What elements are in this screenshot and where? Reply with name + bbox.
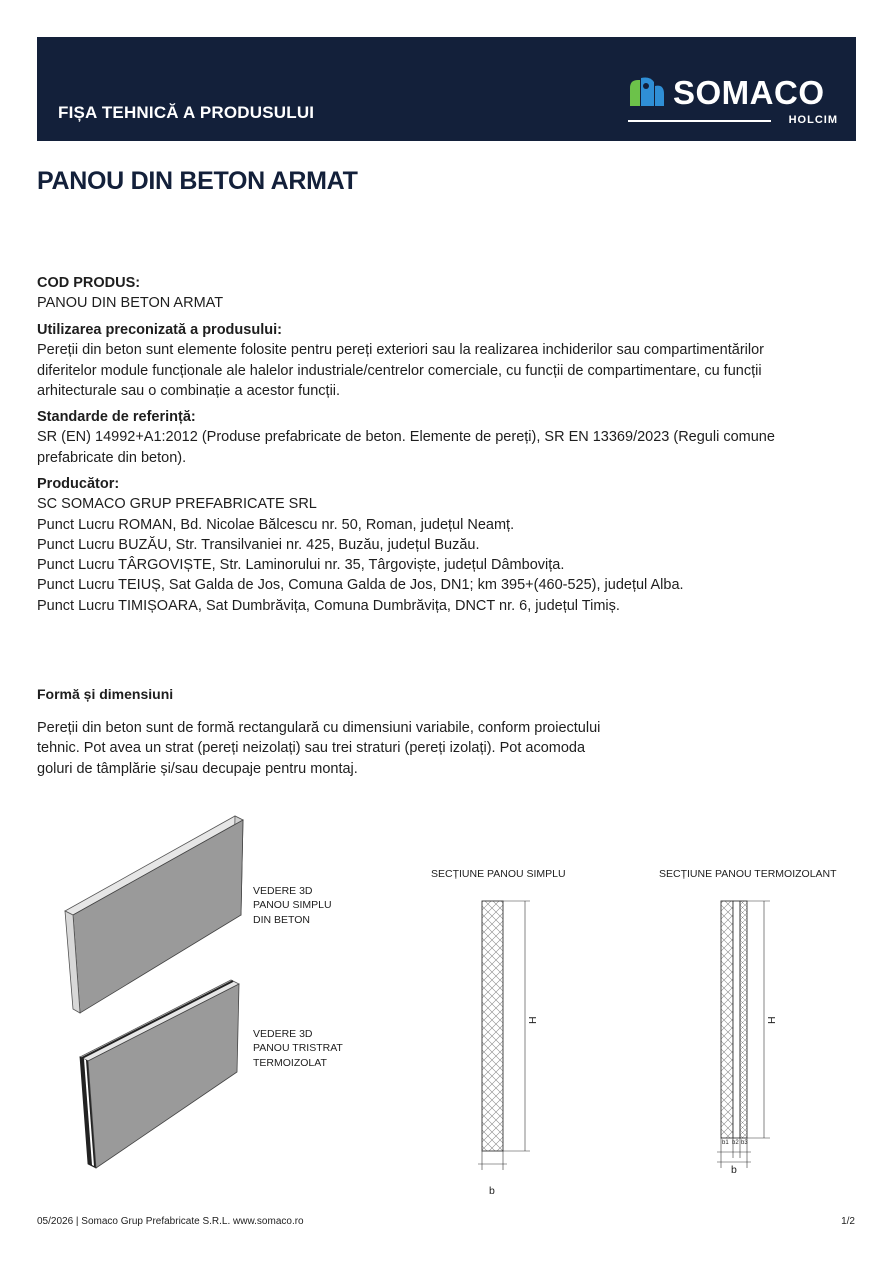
dimension-h-thermo: H [764,1016,777,1024]
manufacturer-line: Punct Lucru ROMAN, Bd. Nicolae Bălcescu nr. 50, Roman, județul Neamț. [37,516,515,533]
product-title: PANOU DIN BETON ARMAT [37,167,358,195]
product-code-value: PANOU DIN BETON ARMAT [37,295,224,312]
logo-subtitle: HOLCIM [788,114,838,126]
page-number: 1/2 [841,1216,855,1227]
dimension-b-simple: b [489,1185,495,1197]
dimension-b2: b2 [732,1140,739,1146]
section-simple-title: SECȚIUNE PANOU SIMPLU [431,868,566,880]
intended-use-label: Utilizarea preconizată a produsului: [37,322,282,338]
manufacturer-line: Punct Lucru TÂRGOVIȘTE, Str. Laminorului nr. 35, Târgoviște, județul Dâmbovița. [37,557,565,574]
figure-label-tristrat-3d: VEDERE 3D PANOU TRISTRAT TERMOIZOLAT [253,1028,343,1069]
figure-label-simple-3d: VEDERE 3D PANOU SIMPLU DIN BETON [253,885,332,926]
dimension-h-simple: H [525,1016,538,1024]
footer-info: 05/2026 | Somaco Grup Prefabricate S.R.L. www.somaco.ro [37,1216,304,1227]
document-type-title: FIȘA TEHNICĂ A PRODUSULUI [58,103,315,122]
shape-section-text: Pereții din beton sunt de formă rectangulară cu dimensiuni variabile, conform proiectului tehnic. Pot avea un strat (pereți neizolați) sau trei straturi (pereți izolați). Pot acomoda goluri de tâmplărie și/sau decupaje pentru montaj. [37,720,601,777]
manufacturer-line: Punct Lucru BUZĂU, Str. Transilvaniei nr. 425, Buzău, județul Buzău. [37,536,480,553]
section-simple-drawing [478,901,530,1170]
standards-label: Standarde de referință: [37,409,196,425]
section-thermo-title: SECȚIUNE PANOU TERMOIZOLANT [659,868,837,880]
product-code-label: COD PRODUS: [37,275,141,291]
shape-section-title: Formă și dimensiuni [37,686,174,702]
manufacturer-line: Punct Lucru TIMIȘOARA, Sat Dumbrăvița, Comuna Dumbrăvița, DNCT nr. 6, județul Timiș. [37,597,620,614]
dimension-b-thermo: b [731,1164,737,1176]
intended-use-text: Pereții din beton sunt elemente folosite pentru pereți exteriori sau la realizarea inchiderilor sau compartimentărilor diferitelor module funcționale ale halelor industriale/centrelor comerciale, cu funcții de compartimentare, cu funcții arhitecturale sau o combinație a acestor funcții. [37,342,764,399]
panel-simple-3d [65,816,243,1013]
panel-tristrat-3d [80,980,239,1168]
dimension-b1: b1 [722,1140,729,1146]
dimension-b3: b3 [741,1140,748,1146]
manufacturer-line: SC SOMACO GRUP PREFABRICATE SRL [37,496,317,513]
standards-text: SR (EN) 14992+A1:2012 (Produse prefabricate de beton. Elemente de pereți), SR EN 13369/2023 (Reguli comune prefabricate din beton). [37,429,775,466]
manufacturer-label: Producător: [37,476,120,492]
logo-wordmark: SOMACO [673,74,825,111]
section-thermo-drawing [717,901,770,1168]
manufacturer-line: Punct Lucru TEIUȘ, Sat Galda de Jos, Comuna Galda de Jos, DN1; km 395+(460-525), județul Alba. [37,577,684,594]
